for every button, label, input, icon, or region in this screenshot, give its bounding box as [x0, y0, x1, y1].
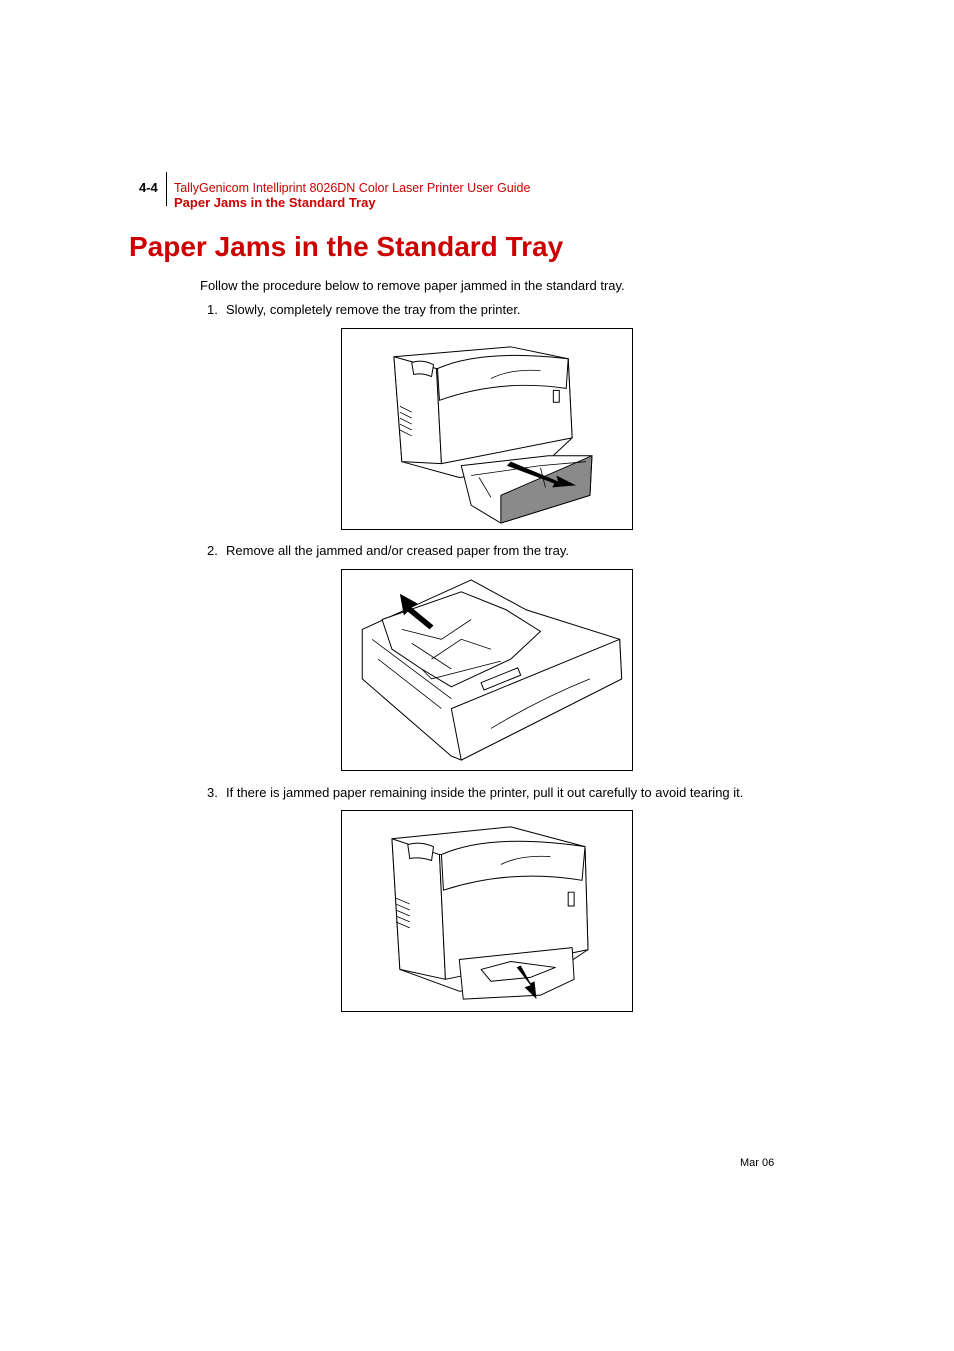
footer-date: Mar 06 [740, 1157, 775, 1169]
step-1 [207, 302, 521, 317]
figure-remove-paper-inside [341, 810, 633, 1012]
step-3 [207, 785, 743, 800]
printer-paper-inside-illustration [342, 811, 632, 1011]
intro-paragraph: Follow the procedure below to remove paper jammed in the standard tray. [200, 278, 625, 293]
header-section-title: Paper Jams in the Standard Tray [174, 195, 376, 210]
step-number: 2. [207, 543, 218, 558]
step-text: Remove all the jammed and/or creased paper from the tray. [226, 543, 569, 558]
step-2 [207, 543, 569, 558]
page-title: Paper Jams in the Standard Tray [129, 231, 564, 262]
tray-jammed-paper-illustration [342, 570, 632, 770]
figure-remove-jammed-paper [341, 569, 633, 771]
step-number: 1. [207, 302, 218, 317]
step-text: Slowly, completely remove the tray from the printer. [226, 302, 521, 317]
header-divider [166, 172, 167, 206]
step-number: 3. [207, 785, 218, 800]
figure-remove-tray [341, 328, 633, 530]
step-text: If there is jammed paper remaining inside the printer, pull it out carefully to avoid tearing it. [226, 785, 744, 800]
printer-tray-out-illustration [342, 329, 632, 529]
header-page-number: 4-4 [139, 180, 158, 195]
header-guide-title: TallyGenicom Intelliprint 8026DN Color Laser Printer User Guide [174, 181, 531, 195]
